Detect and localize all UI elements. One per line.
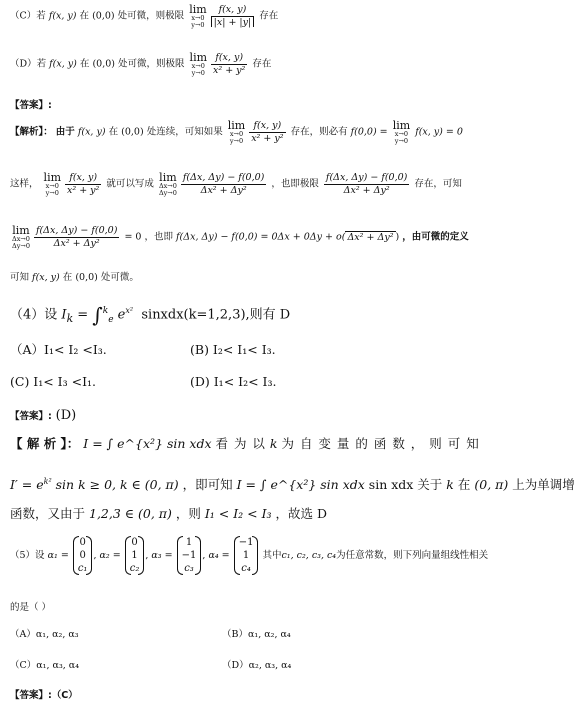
question-rest: sinxdx(k=1,2,3),则有 D: [141, 307, 291, 323]
limit-symbol: [44, 172, 61, 196]
point: (0,0): [121, 126, 144, 138]
equation: f(x, y) = 0: [415, 126, 463, 138]
question-number: （5）设: [10, 550, 45, 561]
fraction: [211, 53, 247, 75]
q5-option-a: （A）α₁, α₂, α₃: [10, 629, 79, 640]
q5-option-d: （D）α₂, α₃, α₄: [222, 660, 292, 671]
text: 在: [79, 10, 90, 22]
fraction: [34, 226, 119, 248]
option-c-label: （C）若: [10, 10, 46, 22]
question-5-tail: 的是（ ）: [10, 602, 52, 613]
lim-sub: x→0: [45, 182, 59, 190]
var-k: k: [269, 436, 278, 451]
lim-sub: Δy→0: [12, 241, 30, 250]
var-I: I: [61, 307, 67, 323]
text: 为任意常数，则下列向量组线性相关: [336, 550, 489, 561]
exp-power: x²: [125, 306, 134, 316]
derivative: I′ = e: [10, 477, 44, 493]
function-f: f(x, y): [49, 58, 77, 70]
text: 其中: [262, 550, 282, 561]
upper-limit: k: [102, 306, 109, 317]
lim-sub: x→0: [191, 62, 205, 70]
equals: =: [77, 307, 89, 323]
question-5-stem: （5）设 α₁ = 0 0 c₁ , α₂ = 0 1 c₂ , α₃ = 1 −1 c₃ , α₄ = −1 1 c₄ 其中c₁, c₂, c₃, c₄为任意常数，则下列向量组线性相关: [10, 537, 489, 574]
var-k: k: [66, 312, 74, 326]
integral-sign: ∫: [92, 303, 103, 327]
text: 在: [108, 126, 119, 138]
question-number: （4）设: [10, 307, 58, 323]
function-f: f(x, y): [32, 272, 60, 283]
option-d-line: [10, 52, 271, 76]
q4-explanation-1: [10, 438, 480, 451]
inequality: I₁ < I₂ < I₃: [204, 506, 272, 521]
text: 处连续，可知如果: [146, 126, 223, 138]
lim-sub: y→0: [191, 68, 205, 77]
limit-symbol: [393, 120, 410, 144]
text: 上为单调增: [512, 477, 575, 493]
set-membership: 1,2,3 ∈ (0, π): [89, 506, 172, 521]
vector-a2: 0 1 c₂: [125, 536, 145, 575]
numerator: f(Δx, Δy) − f(0,0): [182, 172, 265, 183]
text: 处可微，则极限: [117, 10, 185, 22]
function-f: f(x, y): [48, 10, 77, 22]
lim-sub: x→0: [229, 130, 244, 138]
text: sin xdx 关于: [368, 477, 443, 493]
fraction: [65, 173, 101, 195]
text: ，由可微的定义: [402, 231, 469, 243]
option-d-label: （D）若: [10, 58, 47, 70]
integral-expression: I = ∫ e^{x²} sin xdx: [236, 477, 365, 493]
numerator: f(Δx, Δy) − f(0,0): [35, 225, 118, 236]
q5-option-b: （B）α₁, α₂, α₄: [222, 629, 291, 640]
text: 由于: [55, 126, 75, 138]
text: 就可以写成: [106, 178, 154, 190]
numerator: f(x, y): [65, 173, 101, 185]
q4-option-c: (C) I₁< I₃ <I₁.: [10, 374, 97, 389]
q4-option-d: (D) I₁< I₂< I₃.: [190, 374, 277, 389]
denominator: Δx² + Δy²: [200, 184, 247, 196]
answer-value: (D): [55, 408, 77, 423]
text: 在: [79, 58, 90, 70]
point: (0,0): [92, 10, 115, 22]
denominator: x² + y²: [251, 132, 284, 144]
lim-sub: Δy→0: [158, 188, 177, 197]
interval: (0, π): [474, 477, 509, 493]
fraction: [324, 173, 409, 195]
lim-text: lim: [12, 224, 30, 237]
paren: ): [395, 231, 400, 243]
lower-limit: e: [108, 315, 114, 326]
lim-text: lim: [43, 171, 62, 184]
text: 在: [457, 477, 471, 493]
var-k: k: [446, 477, 454, 493]
answer-label-1: 【答案】:: [10, 100, 52, 111]
limit-symbol: [190, 52, 207, 76]
q4-option-b: (B) I₂< I₁< I₃.: [190, 342, 276, 357]
explanation-heading: 【解析】：: [10, 126, 53, 138]
function-f: f(x, y): [77, 126, 106, 138]
answer-label: 【答案】:: [10, 411, 52, 422]
lim-sub: Δx→0: [12, 235, 30, 243]
text: 看 为 以: [215, 436, 266, 451]
limit-symbol: [228, 120, 245, 144]
answer-label-3: 【答案】:（C）: [10, 690, 78, 701]
limit-symbol: [159, 172, 177, 196]
text: 存在，可知: [414, 178, 462, 190]
text: 处可微。: [100, 272, 139, 283]
condition: sin k ≥ 0, k ∈ (0, π): [55, 477, 179, 493]
text: 存在: [259, 10, 279, 22]
explanation-line-3: [10, 225, 469, 249]
numerator: f(Δx, Δy) − f(0,0): [325, 172, 408, 183]
lim-text: lim: [227, 119, 246, 132]
vector-a4: −1 1 c₄: [234, 536, 259, 575]
lim-text: lim: [189, 3, 207, 16]
text: 存在: [252, 58, 272, 70]
text: 可知: [10, 272, 30, 283]
lim-text: lim: [392, 119, 411, 132]
denominator: x² + y²: [67, 184, 100, 196]
numerator: f(x, y): [211, 53, 247, 65]
text: 存在，则必有: [290, 126, 348, 138]
lim-sub: x→0: [191, 14, 205, 22]
point: (0,0): [75, 272, 98, 283]
q5-option-c: （C）α₁, α₃, α₄: [10, 660, 80, 671]
exp-e: e: [117, 307, 126, 323]
explanation-line-1: [10, 120, 463, 144]
explanation-line-2: [10, 172, 462, 196]
question-4-stem: [10, 305, 290, 325]
text: ，即可知: [182, 477, 233, 493]
lim-sub: y→0: [45, 188, 59, 197]
constants: c₁, c₂, c₃, c₄: [281, 550, 337, 561]
fraction: [181, 173, 266, 195]
text: 在: [62, 272, 73, 283]
point: (0,0): [92, 58, 115, 70]
lim-sub: y→0: [394, 136, 409, 145]
text: 处可微，则极限: [118, 58, 185, 70]
q4-option-a: （A）I₁< I₂ <I₃.: [10, 342, 107, 357]
text: ，也即极限: [271, 178, 319, 190]
text: ，故选 D: [275, 506, 328, 521]
text: ，则: [175, 506, 201, 521]
answer-line-2: [10, 409, 76, 422]
lim-sub: x→0: [394, 130, 409, 138]
explanation-line-4: [10, 273, 139, 283]
q4-explanation-3: [10, 508, 327, 521]
sqrt-term: Δx² + Δy²: [347, 231, 394, 243]
integral-expression: I = ∫ e^{x²} sin xdx: [83, 436, 212, 451]
lim-text: lim: [189, 51, 208, 64]
lim-sub: y→0: [191, 20, 205, 29]
vector-a1: 0 0 c₁: [73, 536, 93, 575]
text: 这样，: [10, 178, 39, 190]
vector-a3: 1 −1 c₃: [177, 536, 202, 575]
numerator: f(x, y): [249, 121, 285, 133]
denominator: Δx² + Δy²: [343, 184, 390, 196]
fraction: [211, 5, 255, 27]
denominator: x² + y²: [213, 64, 246, 76]
fraction: [249, 121, 285, 143]
text: = 0 ，也即: [124, 231, 173, 243]
equation: f(0,0) =: [350, 126, 388, 138]
limit-symbol: [189, 4, 206, 28]
equation: f(Δx, Δy) − f(0,0) = 0Δx + 0Δy + o(: [176, 231, 346, 243]
explanation-heading: 【 解 析 】：: [10, 436, 80, 451]
lim-text: lim: [159, 171, 177, 184]
text: 函数，又由于: [10, 506, 86, 521]
lim-sub: Δx→0: [158, 182, 177, 190]
option-c-line: [10, 4, 278, 28]
numerator: f(x, y): [211, 5, 255, 17]
sqrt-denominator: Δx² + Δy²: [53, 237, 100, 249]
q4-explanation-2: $I' = e^{k^2}$ sin k ≥ 0, k ∈ (0, π) ，即可知 I = ∫ e^{x²} sin xdx sin xdx 关于 k 在 (0, π) 上为单调增: [10, 477, 575, 493]
lim-sub: y→0: [229, 136, 244, 145]
denominator: |x| + |y|: [211, 17, 255, 28]
text: 为 自 变 量 的 函 数 ， 则 可 知: [281, 436, 480, 451]
limit-symbol: [12, 225, 30, 249]
